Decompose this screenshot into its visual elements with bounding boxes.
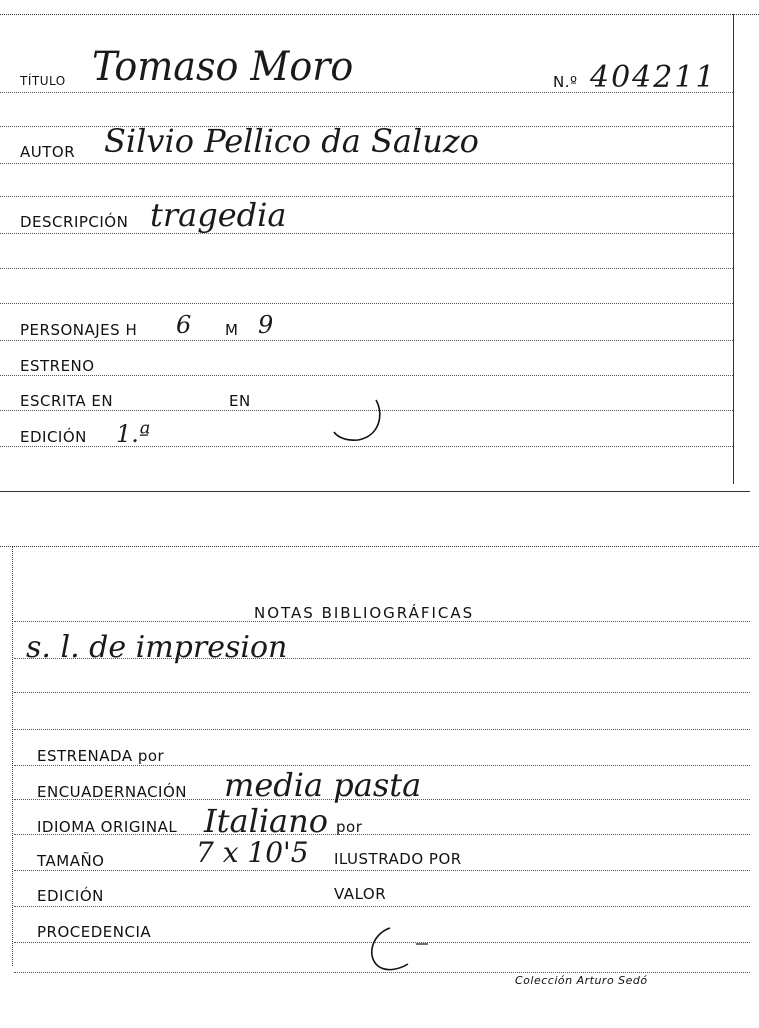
written-in-label: ESCRITA EN — [20, 392, 114, 410]
characters-m-label: M — [225, 321, 239, 339]
edition-label: EDICIÓN — [37, 887, 104, 905]
characters-h-value: 6 — [176, 311, 192, 339]
ruled-line — [0, 340, 733, 341]
card-top-edge — [0, 14, 759, 15]
punch-hole-mark — [360, 920, 430, 976]
characters-h-label: PERSONAJES H — [20, 321, 138, 339]
card-right-edge — [733, 14, 734, 484]
ruled-line — [0, 446, 733, 447]
characters-m-value: 9 — [258, 311, 274, 339]
size-value: 7 x 10'5 — [196, 836, 309, 869]
provenance-label: PROCEDENCIA — [37, 923, 152, 941]
size-label: TAMAÑO — [37, 852, 105, 870]
card-bottom-edge — [0, 491, 750, 492]
ruled-line — [14, 906, 750, 907]
title-value: Tomaso Moro — [92, 44, 354, 90]
punch-hole-mark — [330, 396, 386, 446]
author-value: Silvio Pellico da Saluzo — [104, 122, 479, 160]
author-label: AUTOR — [20, 143, 76, 161]
ruled-line — [14, 621, 750, 622]
collection-credit: Colección Arturo Sedó — [515, 974, 648, 987]
ruled-line — [0, 268, 733, 269]
edition-label: EDICIÓN — [20, 428, 87, 446]
original-language-value: Italiano — [204, 802, 328, 840]
title-label: TÍTULO — [20, 74, 66, 88]
translated-by-label: por — [336, 818, 363, 836]
number-value: 404211 — [590, 60, 717, 95]
bibliographic-notes-value: s. l. de impresion — [26, 630, 288, 665]
value-label: VALOR — [334, 885, 387, 903]
ruled-line — [14, 870, 750, 871]
original-language-label: IDIOMA ORIGINAL — [37, 818, 178, 836]
description-label: DESCRIPCIÓN — [20, 213, 129, 231]
ruled-line — [0, 375, 733, 376]
card-top-edge — [0, 546, 759, 547]
bibliographic-notes-heading: NOTAS BIBLIOGRÁFICAS — [254, 604, 475, 622]
illustrated-by-label: ILUSTRADO POR — [334, 850, 462, 868]
ruled-line — [0, 163, 733, 164]
premiered-by-label: ESTRENADA por — [37, 747, 165, 765]
description-value: tragedia — [150, 196, 287, 234]
catalog-card-front — [0, 0, 759, 492]
written-in-place-label: EN — [229, 392, 251, 410]
binding-value: media pasta — [224, 766, 422, 804]
card-left-edge — [12, 546, 13, 966]
ruled-line — [0, 196, 733, 197]
catalog-card-back — [0, 540, 759, 1028]
edition-value: 1.ª — [116, 420, 151, 448]
number-label: N.º — [553, 73, 578, 91]
ruled-line — [0, 233, 733, 234]
ruled-line — [14, 692, 750, 693]
premiere-label: ESTRENO — [20, 357, 95, 375]
ruled-line — [0, 303, 733, 304]
binding-label: ENCUADERNACIÓN — [37, 783, 188, 801]
ruled-line — [14, 729, 750, 730]
